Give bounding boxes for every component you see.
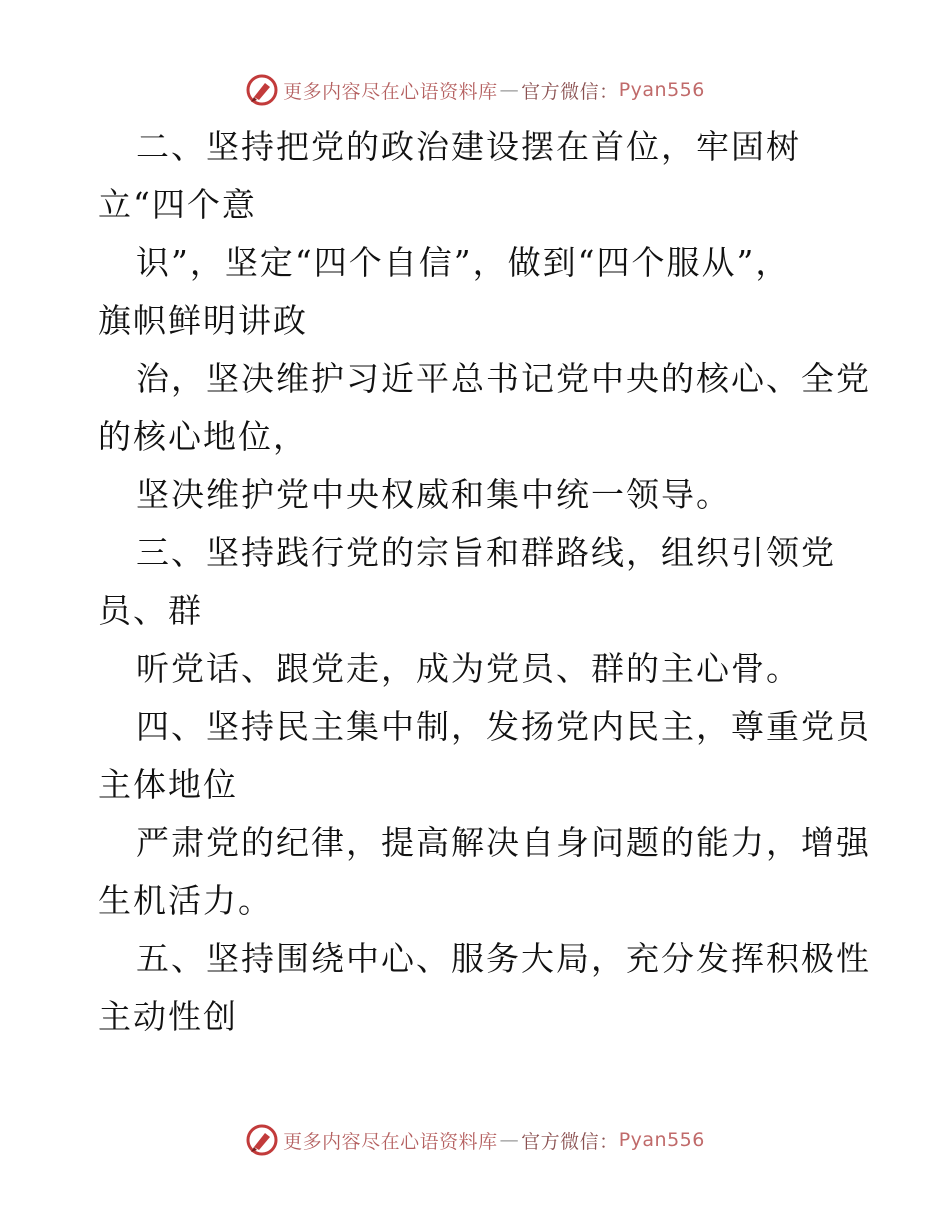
- footer-watermark: [0, 1120, 950, 1160]
- watermark-text: 更多内容尽在心语资料库: [283, 80, 498, 103]
- paragraph-line: 坚决维护党中央权威和集中统一领导。: [136, 475, 731, 514]
- paragraph-line: 治，坚决维护习近平总书记党中央的核心、全党: [136, 359, 871, 398]
- paragraph-line: 三、坚持践行党的宗旨和群路线，组织引领党: [136, 533, 836, 572]
- watermark-separator: —: [499, 79, 520, 101]
- watermark-wechat-label: 官方微信：: [521, 1130, 619, 1153]
- paragraph-line: 员、群: [98, 591, 203, 630]
- watermark-separator: —: [499, 1129, 520, 1151]
- paragraph-line: 四、坚持民主集中制，发扬党内民主，尊重党员: [136, 707, 871, 746]
- paragraph-line: 立“四个意: [98, 185, 257, 224]
- paragraph-line: 的核心地位，: [98, 417, 308, 456]
- paragraph-line: 严肃党的纪律，提高解决自身问题的能力，增强: [136, 823, 871, 862]
- paragraph-line: 旗帜鲜明讲政: [98, 301, 308, 340]
- watermark-wechat-id: Pyan556: [618, 79, 705, 101]
- pen-nib-seal-icon: [245, 73, 279, 107]
- paragraph-line: 主体地位: [98, 765, 238, 804]
- paragraph-line: 识”，坚定“四个自信”，做到“四个服从”，: [136, 243, 791, 282]
- watermark-text: 更多内容尽在心语资料库: [283, 1130, 498, 1153]
- document-body: [98, 118, 871, 1046]
- paragraph-line: 生机活力。: [98, 881, 273, 920]
- paragraph-line: 五、坚持围绕中心、服务大局，充分发挥积极性: [136, 939, 871, 978]
- paragraph-line: 听党话、跟党走，成为党员、群的主心骨。: [136, 649, 801, 688]
- paragraph-line: 二、坚持把党的政治建设摆在首位，牢固树: [136, 127, 801, 166]
- pen-nib-seal-icon: [245, 1123, 279, 1157]
- header-watermark: [0, 70, 950, 110]
- paragraph-line: 主动性创: [98, 997, 238, 1036]
- watermark-wechat-label: 官方微信：: [521, 80, 619, 103]
- watermark-wechat-id: Pyan556: [618, 1129, 705, 1151]
